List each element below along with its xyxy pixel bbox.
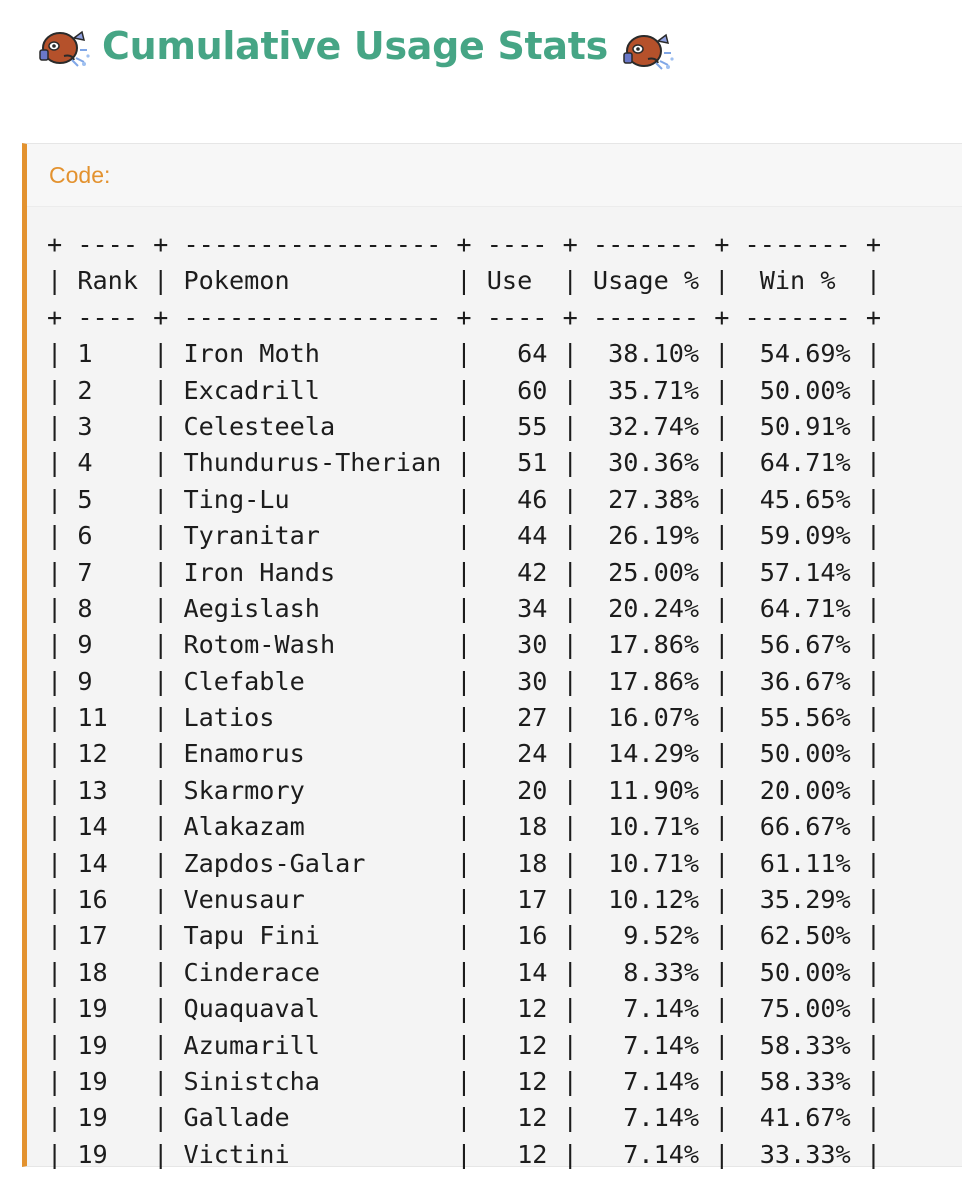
- page-title: Cumulative Usage Stats: [102, 24, 608, 68]
- table-row: | 6 | Tyranitar | 44 | 26.19% | 59.09% |: [47, 521, 882, 551]
- table-row: | 12 | Enamorus | 24 | 14.29% | 50.00% |: [47, 739, 882, 769]
- table-row: | 19 | Victini | 12 | 7.14% | 33.33% |: [47, 1139, 882, 1169]
- table-row: | 4 | Thundurus-Therian | 51 | 30.36% | 64.71% |: [47, 448, 882, 478]
- table-row: | 5 | Ting-Lu | 46 | 27.38% | 45.65% |: [47, 484, 882, 514]
- code-label: Code:: [27, 144, 962, 207]
- table-row: | 2 | Excadrill | 60 | 35.71% | 50.00% |: [47, 375, 882, 405]
- table-row: | 11 | Latios | 27 | 16.07% | 55.56% |: [47, 703, 882, 733]
- table-border-line: + ---- + ----------------- + ---- + ------- + ------- +: [47, 230, 882, 259]
- table-row: | 9 | Clefable | 30 | 17.86% | 36.67% |: [47, 666, 882, 696]
- code-content[interactable]: [27, 207, 962, 1173]
- table-row: | 14 | Alakazam | 18 | 10.71% | 66.67% |: [47, 812, 882, 842]
- table-row: | 18 | Cinderace | 14 | 8.33% | 50.00% |: [47, 957, 882, 987]
- table-row: | 16 | Venusaur | 17 | 10.12% | 35.29% |: [47, 885, 882, 915]
- table-row: | 8 | Aegislash | 34 | 20.24% | 64.71% |: [47, 593, 882, 623]
- pokemon-sprite-icon: [34, 20, 92, 72]
- code-block: [22, 143, 962, 1167]
- table-row: | 14 | Zapdos-Galar | 18 | 10.71% | 61.11% |: [47, 848, 882, 878]
- table-header-line: | Rank | Pokemon | Use | Usage % | Win % |: [47, 266, 882, 296]
- table-border-line: + ---- + ----------------- + ---- + ------- + ------- +: [47, 302, 882, 332]
- table-row: | 19 | Gallade | 12 | 7.14% | 41.67% |: [47, 1103, 882, 1133]
- table-row: | 1 | Iron Moth | 64 | 38.10% | 54.69% |: [47, 339, 882, 369]
- table-row: | 17 | Tapu Fini | 16 | 9.52% | 62.50% |: [47, 921, 882, 951]
- table-row: | 13 | Skarmory | 20 | 11.90% | 20.00% |: [47, 775, 882, 805]
- page-heading: [34, 14, 676, 78]
- table-row: | 7 | Iron Hands | 42 | 25.00% | 57.14% |: [47, 557, 882, 587]
- table-row: | 19 | Sinistcha | 12 | 7.14% | 58.33% |: [47, 1066, 882, 1096]
- table-row: | 9 | Rotom-Wash | 30 | 17.86% | 56.67% |: [47, 630, 882, 660]
- table-row: | 19 | Azumarill | 12 | 7.14% | 58.33% |: [47, 1030, 882, 1060]
- pokemon-sprite-icon: [618, 23, 676, 75]
- table-row: | 3 | Celesteela | 55 | 32.74% | 50.91% |: [47, 411, 882, 441]
- table-row: | 19 | Quaquaval | 12 | 7.14% | 75.00% |: [47, 994, 882, 1024]
